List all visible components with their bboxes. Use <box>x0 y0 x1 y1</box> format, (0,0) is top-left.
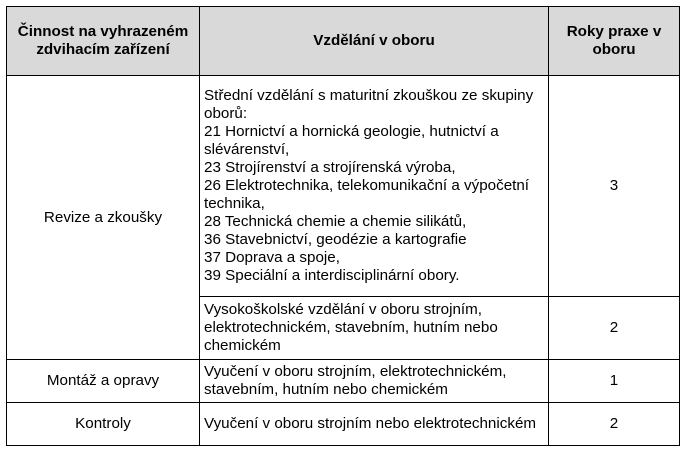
table-body <box>7 76 680 446</box>
education-line: 37 Doprava a spoje, <box>204 249 340 266</box>
activity-cell-montaz: Montáž a opravy <box>7 360 200 403</box>
education-line: 28 Technická chemie a chemie silikátů, <box>204 213 467 230</box>
table-row-montaz <box>7 360 680 403</box>
education-cell-kontroly: Vyučení v oboru strojním nebo elektrotechnickém <box>200 403 549 446</box>
education-line: 23 Strojírenství a strojírenská výroba, <box>204 159 456 176</box>
years-cell: 2 <box>549 403 680 446</box>
header-activity: Činnost na vyhrazeném zdvihacím zařízení <box>7 7 200 76</box>
qualification-table <box>6 6 680 446</box>
activity-cell-revize: Revize a zkoušky <box>7 76 200 360</box>
table-header <box>7 7 680 76</box>
table-row-revize-option-1 <box>7 76 680 297</box>
table-row-kontroly <box>7 403 680 446</box>
education-cell-revize-secondary <box>200 76 549 297</box>
years-cell: 1 <box>549 360 680 403</box>
header-row <box>7 7 680 76</box>
education-line: 39 Speciální a interdisciplinární obory. <box>204 267 460 284</box>
education-cell-montaz: Vyučení v oboru strojním, elektrotechnickém, stavebním, hutním nebo chemickém <box>200 360 549 403</box>
education-cell-revize-university: Vysokoškolské vzdělání v oboru strojním, elektrotechnickém, stavebním, hutním nebo chemickém <box>200 297 549 360</box>
header-years: Roky praxe v oboru <box>549 7 680 76</box>
years-cell: 3 <box>549 76 680 297</box>
years-cell: 2 <box>549 297 680 360</box>
education-line: 36 Stavebnictví, geodézie a kartografie <box>204 231 467 248</box>
activity-cell-kontroly: Kontroly <box>7 403 200 446</box>
education-line: 21 Hornictví a hornická geologie, hutnictví a slévárenství, <box>204 123 499 158</box>
education-line: Střední vzdělání s maturitní zkouškou ze skupiny oborů: <box>204 87 534 122</box>
header-education: Vzdělání v oboru <box>200 7 549 76</box>
education-line: 26 Elektrotechnika, telekomunikační a výpočetní technika, <box>204 177 530 212</box>
